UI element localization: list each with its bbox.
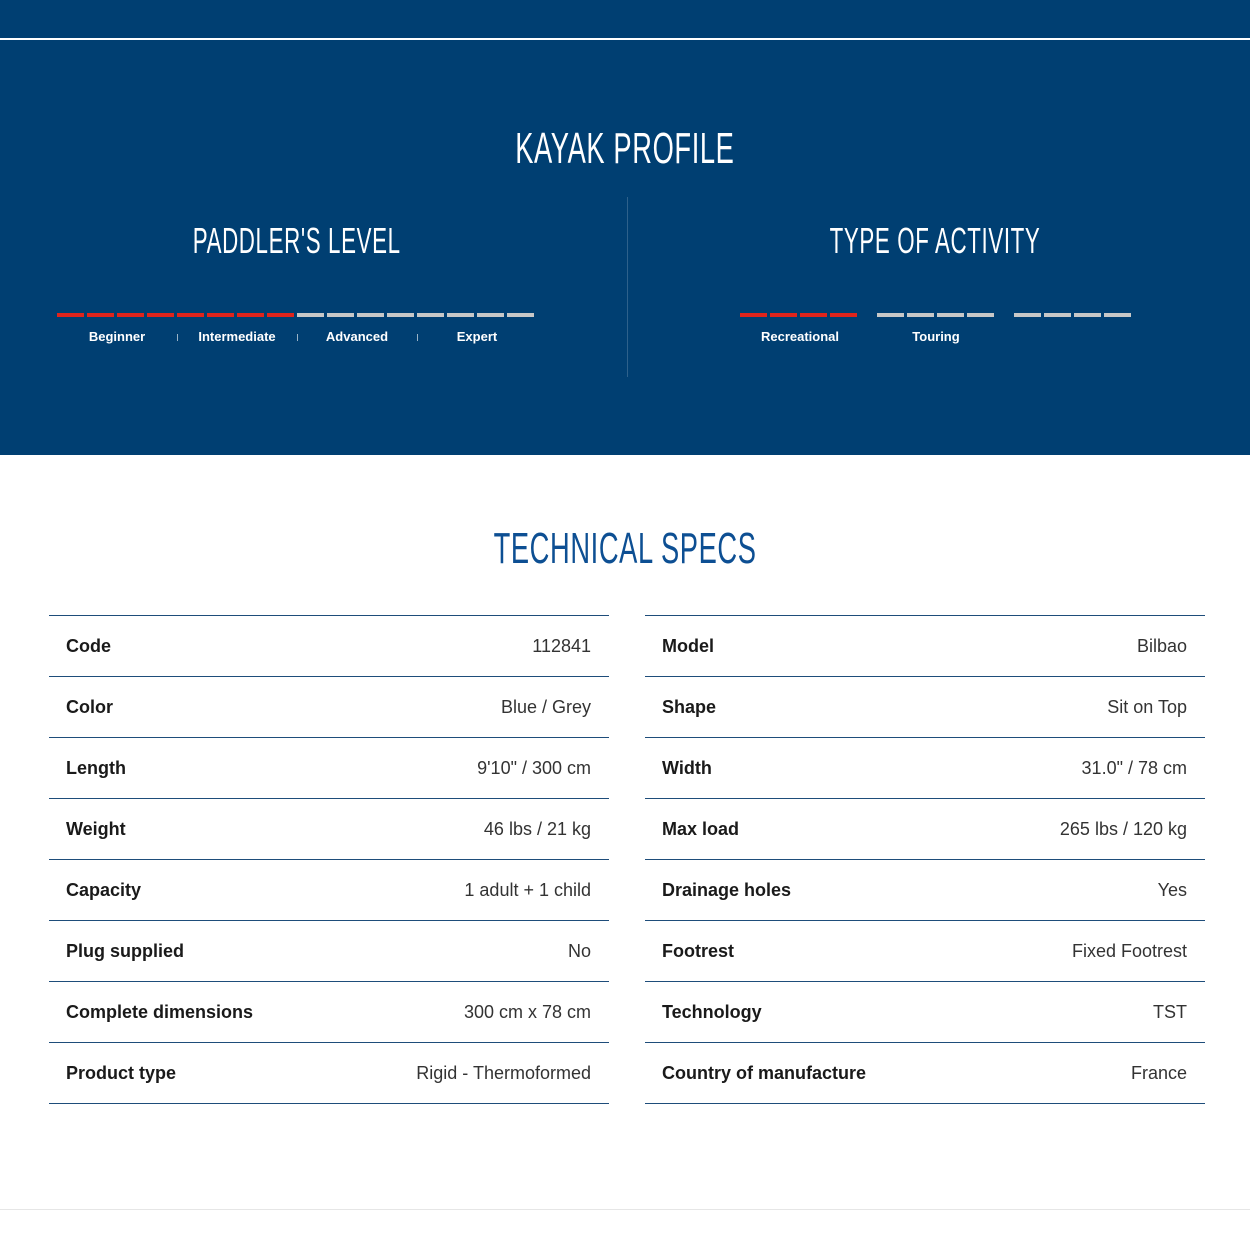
- spec-value: 1 adult + 1 child: [464, 879, 591, 900]
- spec-label: Country of manufacture: [662, 1062, 867, 1083]
- level-segment: [297, 313, 324, 317]
- spec-row: [645, 1043, 1205, 1104]
- spec-row: [645, 921, 1205, 982]
- activity-label-recreational: Recreational: [760, 329, 840, 344]
- paddler-level-heading: PADDLER'S LEVEL: [193, 220, 401, 261]
- level-label-intermediate: Intermediate: [198, 329, 276, 344]
- spec-row: [645, 860, 1205, 921]
- spec-row: [49, 738, 609, 799]
- activity-segment: [1014, 313, 1041, 317]
- activity-segment: [1104, 313, 1131, 317]
- level-segment: [177, 313, 204, 317]
- spec-value: Sit on Top: [1107, 696, 1187, 717]
- specs-table-right: [645, 615, 1205, 1104]
- spec-row: [49, 982, 609, 1043]
- spec-value: 112841: [532, 635, 591, 656]
- spec-value: 31.0" / 78 cm: [1081, 757, 1187, 778]
- level-segment: [117, 313, 144, 317]
- spec-label: Shape: [662, 696, 717, 717]
- kayak-profile-section: [0, 0, 1250, 455]
- spec-label: Length: [66, 757, 126, 778]
- spec-row: [49, 1043, 609, 1104]
- spec-row: [645, 799, 1205, 860]
- level-segment: [477, 313, 504, 317]
- level-segment: [57, 313, 84, 317]
- spec-value: 9'10" / 300 cm: [477, 757, 591, 778]
- activity-type-heading: TYPE OF ACTIVITY: [829, 220, 1041, 261]
- spec-label: Weight: [66, 818, 126, 839]
- activity-bar-touring: [877, 313, 994, 317]
- spec-value: Bilbao: [1136, 635, 1187, 656]
- spec-value: 265 lbs / 120 kg: [1059, 818, 1187, 839]
- activity-segment: [877, 313, 904, 317]
- activity-segment: [967, 313, 994, 317]
- column-divider: [627, 197, 628, 377]
- spec-label: Product type: [66, 1062, 177, 1083]
- spec-label: Capacity: [66, 879, 142, 900]
- spec-value: Yes: [1157, 879, 1187, 900]
- level-segment: [327, 313, 354, 317]
- level-segment: [237, 313, 264, 317]
- level-segment: [87, 313, 114, 317]
- spec-label: Max load: [662, 818, 740, 839]
- spec-row: [49, 860, 609, 921]
- spec-value: Rigid - Thermoformed: [416, 1062, 591, 1083]
- spec-label: Complete dimensions: [66, 1001, 254, 1022]
- spec-label: Color: [66, 696, 113, 717]
- spec-label: Plug supplied: [66, 940, 185, 961]
- level-segment: [147, 313, 174, 317]
- spec-row: [49, 921, 609, 982]
- spec-value: France: [1130, 1062, 1187, 1083]
- spec-value: 46 lbs / 21 kg: [483, 818, 591, 839]
- footer-divider-line: [0, 1209, 1250, 1210]
- spec-row: [49, 799, 609, 860]
- paddler-level-bar: [57, 313, 534, 317]
- activity-segment: [937, 313, 964, 317]
- level-label-advanced: Advanced: [325, 329, 389, 344]
- activity-segment: [1074, 313, 1101, 317]
- spec-row: [645, 677, 1205, 738]
- activity-segment: [800, 313, 827, 317]
- activity-segment: [740, 313, 767, 317]
- spec-value: 300 cm x 78 cm: [463, 1001, 591, 1022]
- specs-table-left: [49, 615, 609, 1104]
- activity-segment: [770, 313, 797, 317]
- spec-label: Model: [662, 635, 714, 656]
- spec-label: Width: [662, 757, 712, 778]
- activity-segment: [830, 313, 857, 317]
- spec-row: [645, 982, 1205, 1043]
- spec-row: [645, 738, 1205, 799]
- level-segment: [207, 313, 234, 317]
- spec-value: TST: [1153, 1001, 1187, 1022]
- activity-segment: [907, 313, 934, 317]
- level-label-beginner: Beginner: [88, 329, 146, 344]
- activity-bar-third: [1014, 313, 1131, 317]
- level-segment: [507, 313, 534, 317]
- spec-value: Blue / Grey: [500, 696, 591, 717]
- spec-label: Footrest: [662, 940, 734, 961]
- level-label-expert: Expert: [456, 329, 498, 344]
- spec-row: [49, 616, 609, 677]
- top-divider-line: [0, 38, 1250, 40]
- activity-bar-recreational: [740, 313, 857, 317]
- kayak-profile-title: KAYAK PROFILE: [515, 124, 735, 173]
- spec-label: Drainage holes: [662, 879, 792, 900]
- level-segment: [357, 313, 384, 317]
- spec-value: Fixed Footrest: [1071, 940, 1187, 961]
- level-segment: [387, 313, 414, 317]
- spec-label: Code: [66, 635, 111, 656]
- level-segment: [417, 313, 444, 317]
- activity-label-touring: Touring: [912, 329, 960, 344]
- activity-segment: [1044, 313, 1071, 317]
- spec-row: [645, 616, 1205, 677]
- level-segment: [267, 313, 294, 317]
- spec-label: Technology: [662, 1001, 762, 1022]
- spec-row: [49, 677, 609, 738]
- level-segment: [447, 313, 474, 317]
- technical-specs-title: TECHNICAL SPECS: [493, 524, 757, 573]
- spec-value: No: [567, 940, 591, 961]
